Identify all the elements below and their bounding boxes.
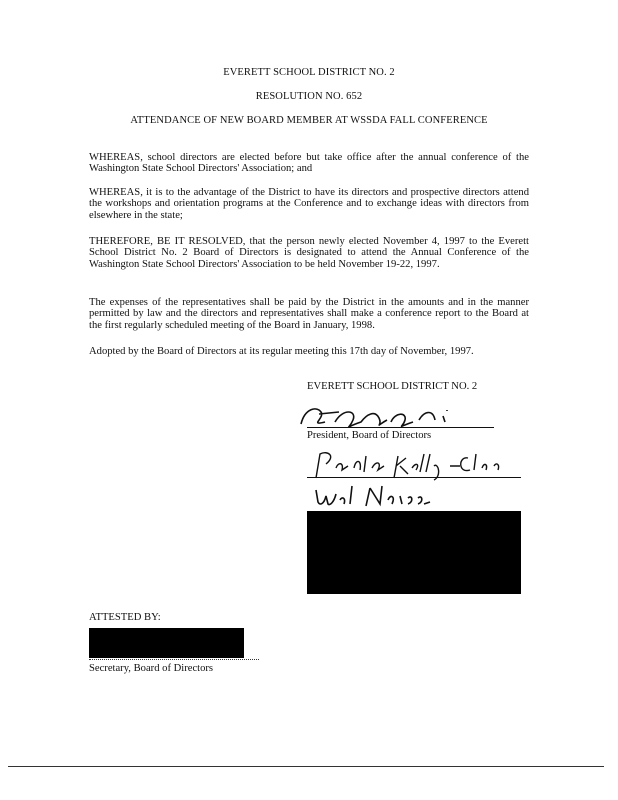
resolved-paragraph: THEREFORE, BE IT RESOLVED, that the person newly elected November 4, 1997 to the Everett School District No. 2 Board of Directors is designated to attend the Annual Conference of the Washington State School Directors' Association to be held November 19-22, 1997. bbox=[89, 236, 529, 270]
director-signature-3 bbox=[310, 482, 440, 512]
secretary-caption: Secretary, Board of Directors bbox=[89, 663, 214, 674]
whereas-paragraph-1: WHEREAS, school directors are elected before but take office after the annual conference of the Washington State School Directors' Association; and bbox=[89, 152, 529, 175]
adopted-paragraph: Adopted by the Board of Directors at its regular meeting this 17th day of November, 1997. bbox=[89, 346, 474, 357]
president-signature-line bbox=[307, 427, 494, 428]
signature-district-heading: EVERETT SCHOOL DISTRICT NO. 2 bbox=[307, 381, 478, 392]
secretary-signature-line bbox=[89, 659, 259, 660]
district-heading: EVERETT SCHOOL DISTRICT NO. 2 bbox=[223, 67, 395, 78]
president-caption: President, Board of Directors bbox=[307, 430, 432, 441]
footer-rule bbox=[8, 766, 604, 767]
redacted-secretary-signature bbox=[89, 628, 244, 658]
redacted-signature-block bbox=[307, 511, 521, 594]
director-signature-line-2 bbox=[307, 477, 521, 478]
whereas-paragraph-2: WHEREAS, it is to the advantage of the District to have its directors and prospective directors attend the workshops and orientation programs at the Conference and to exchange ideas with directors from elsewhere in the state; bbox=[89, 187, 529, 221]
attested-by-label: ATTESTED BY: bbox=[89, 612, 161, 623]
resolution-title: ATTENDANCE OF NEW BOARD MEMBER AT WSSDA FALL CONFERENCE bbox=[130, 115, 488, 126]
resolution-number: RESOLUTION NO. 652 bbox=[255, 91, 363, 102]
expenses-paragraph: The expenses of the representatives shall be paid by the District in the amounts and in the manner permitted by law and the directors and representatives shall make a conference report to the Board at the first regularly scheduled meeting of the Board in January, 1998. bbox=[89, 297, 529, 331]
